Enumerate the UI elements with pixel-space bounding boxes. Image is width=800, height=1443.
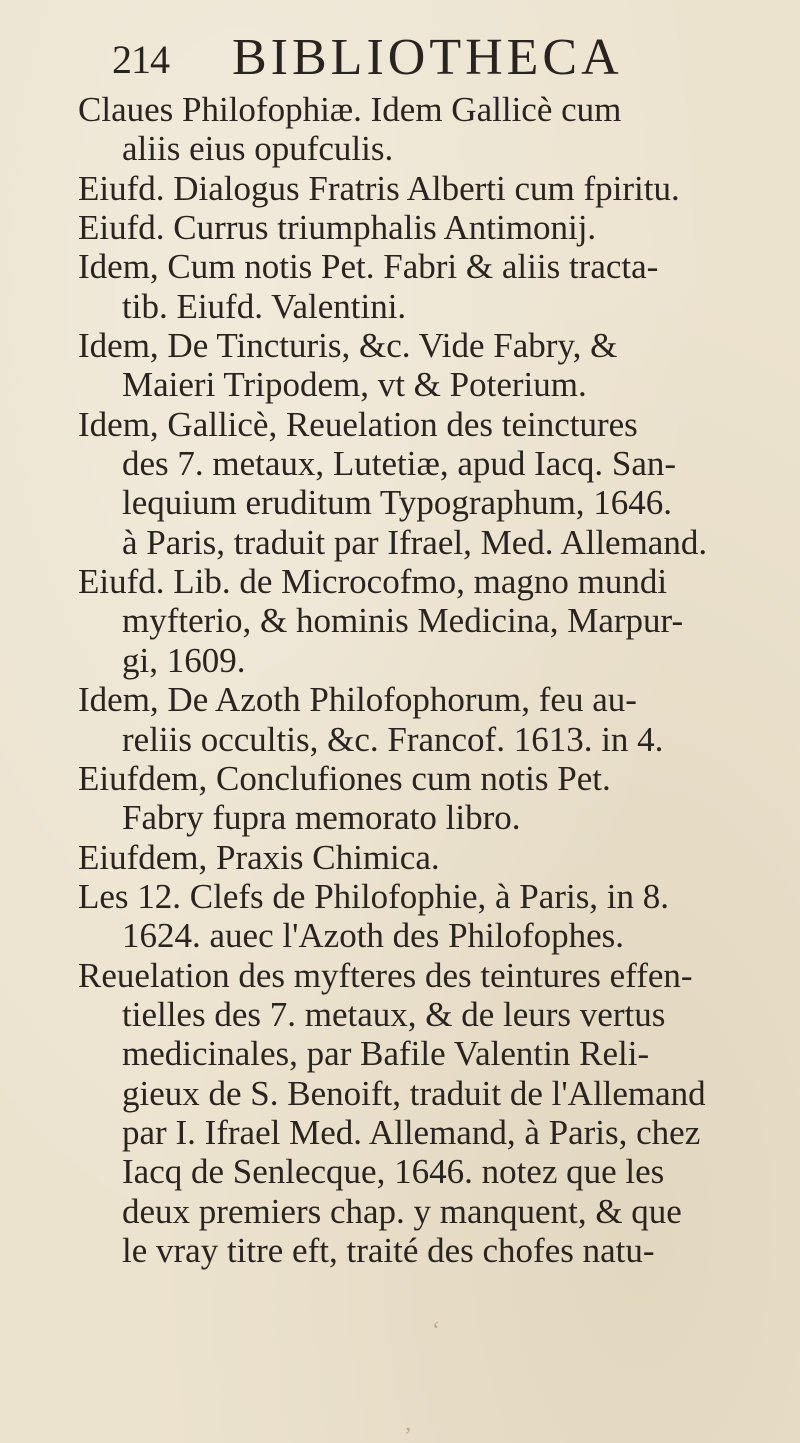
- text-line: medicinales, par Bafile Valentin Reli-: [122, 1034, 650, 1074]
- text-line: 1624. auec l'Azoth des Philofophes.: [122, 916, 625, 956]
- text-line: Eiufd. Lib. de Microcofmo, magno mundi: [78, 562, 668, 602]
- text-line: Maieri Tripodem, vt & Poterium.: [122, 365, 587, 405]
- ink-speck: ‘: [432, 1318, 440, 1344]
- text-line: Les 12. Clefs de Philofophie, à Paris, in 8.: [78, 876, 670, 916]
- text-line: Idem, De Tincturis, &c. Vide Fabry, &: [78, 326, 618, 366]
- text-line: tielles des 7. metaux, & de leurs vertus: [122, 994, 666, 1034]
- text-line: aliis eius opufculis.: [122, 129, 394, 169]
- text-line: Eiufdem, Praxis Chimica.: [78, 837, 440, 877]
- text-line: Eiufdem, Conclufiones cum notis Pet.: [78, 758, 611, 798]
- text-line: le vray titre eft, traité des chofes natu-: [122, 1230, 655, 1270]
- text-line: Fabry fupra memorato libro.: [122, 798, 521, 838]
- text-line: gieux de S. Benoift, traduit de l'Allemand: [122, 1073, 706, 1113]
- ink-speck: ‚: [404, 1410, 412, 1436]
- page-header: [112, 18, 732, 88]
- text-line: reliis occultis, &c. Francof. 1613. in 4.: [122, 719, 664, 759]
- text-line: Reuelation des myfteres des teintures effen-: [78, 955, 693, 995]
- text-line: gi, 1609.: [122, 640, 246, 680]
- page-number: 214: [112, 37, 169, 82]
- text-line: myfterio, & hominis Medicina, Marpur-: [122, 601, 684, 641]
- running-head: BIBLIOTHECA: [232, 29, 623, 86]
- text-line: à Paris, traduit par Ifrael, Med. Allemand.: [122, 522, 708, 562]
- text-line: Idem, Gallicè, Reuelation des teinctures: [78, 404, 638, 444]
- text-line: Iacq de Senlecque, 1646. notez que les: [122, 1152, 665, 1192]
- text-line: Eiufd. Currus triumphalis Antimonij.: [78, 208, 597, 248]
- text-line: Idem, De Azoth Philofophorum, feu au-: [78, 680, 637, 720]
- text-line: deux premiers chap. y manquent, & que: [122, 1191, 682, 1231]
- text-line: Idem, Cum notis Pet. Fabri & aliis tracta-: [78, 247, 659, 287]
- catalogue-text: [78, 90, 778, 1270]
- text-line: Claues Philofophiæ. Idem Gallicè cum: [78, 90, 622, 129]
- text-line: Eiufd. Dialogus Fratris Alberti cum fpiritu.: [78, 168, 680, 208]
- text-line: par I. Ifrael Med. Allemand, à Paris, chez: [122, 1112, 701, 1152]
- text-line: lequium eruditum Typographum, 1646.: [122, 483, 673, 523]
- text-line: tib. Eiufd. Valentini.: [122, 286, 407, 326]
- text-line: des 7. metaux, Lutetiæ, apud Iacq. San-: [122, 444, 677, 484]
